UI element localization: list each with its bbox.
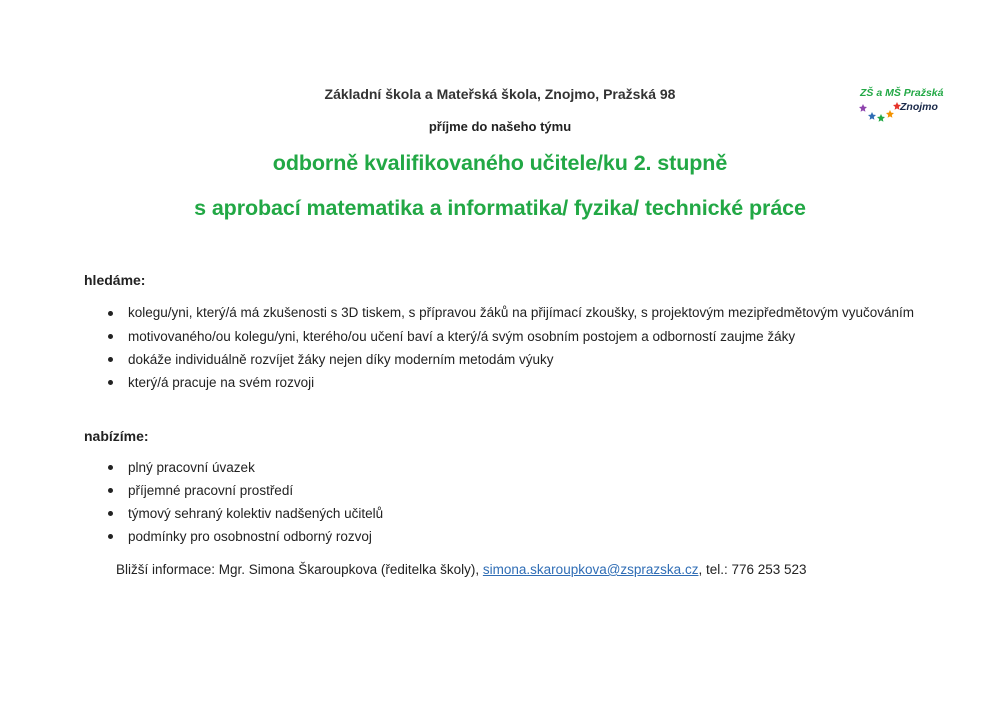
list-item: který/á pracuje na svém rozvoji (108, 371, 938, 394)
email-link[interactable]: simona.skaroupkova@zsprazska.cz (482, 562, 699, 577)
seeking-label: hledáme: (84, 272, 146, 288)
school-name: Základní škola a Mateřská škola, Znojmo, Pražská 98 (324, 86, 676, 102)
logo-text-line1: ZŠ a MŠ Pražská (860, 87, 944, 99)
list-item: plný pracovní úvazek (108, 456, 938, 479)
contact-info (116, 562, 807, 577)
offering-list (108, 456, 938, 548)
list-item: příjemné pracovní prostředí (108, 479, 938, 502)
hiring-line: příjme do našeho týmu (428, 119, 572, 134)
list-item: podmínky pro osobnostní odborný rozvoj (108, 525, 938, 548)
contact-prefix: Bližší informace: Mgr. Simona Škaroupkova (ředitelka školy), (116, 562, 480, 577)
seeking-list (108, 302, 938, 394)
logo-text-line2: Znojmo (900, 101, 938, 113)
offering-label: nabízíme: (84, 428, 149, 444)
logo-figures-icon (856, 98, 904, 128)
list-item: kolegu/yni, který/á má zkušenosti s 3D tiskem, s přípravou žáků na přijímací zkoušky, s projektovým mezipředmětovým vyučováním (108, 302, 938, 325)
list-item: týmový sehraný kolektiv nadšených učitelů (108, 502, 938, 525)
list-item: dokáže individuálně rozvíjet žáky nejen díky moderním metodám výuky (108, 348, 938, 371)
contact-phone: , tel.: 776 253 523 (698, 562, 807, 577)
qualification-headline: s aprobací matematika a informatika/ fyzika/ technické práce (194, 196, 806, 220)
position-headline: odborně kvalifikovaného učitele/ku 2. stupně (272, 151, 728, 175)
school-logo (856, 86, 946, 130)
list-item: motivovaného/ou kolegu/yni, kterého/ou učení baví a který/á svým osobním postojem a odborností zaujme žáky (108, 325, 938, 348)
